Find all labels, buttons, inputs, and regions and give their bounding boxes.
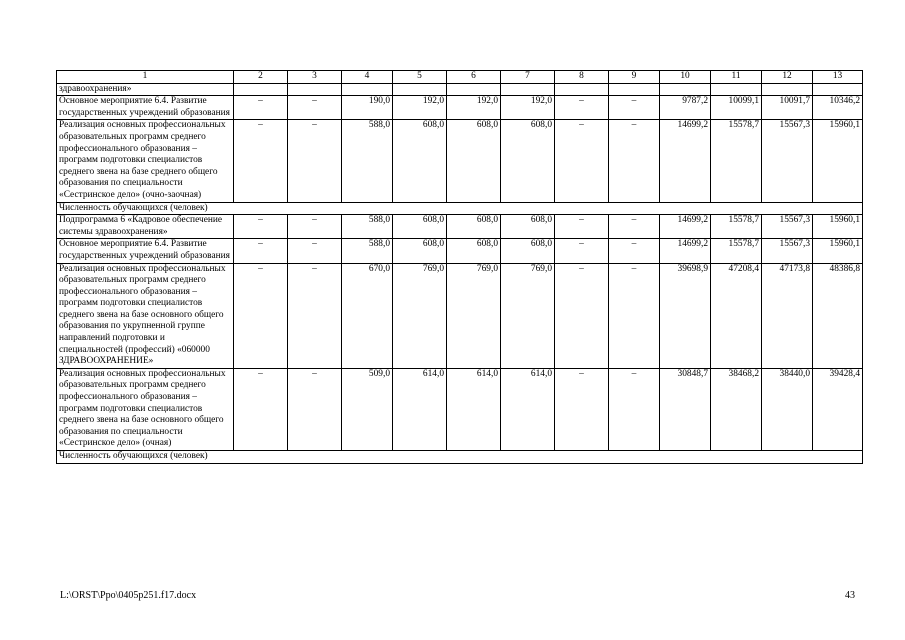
table-cell: 15960,1 — [813, 215, 863, 239]
table-cell: 9787,2 — [660, 96, 711, 120]
table-cell: 608,0 — [501, 120, 555, 202]
table-cell: – — [609, 96, 660, 120]
column-header: 11 — [711, 71, 762, 84]
row-label: здравоохранения» — [57, 83, 234, 96]
table-cell: – — [609, 120, 660, 202]
column-header: 9 — [609, 71, 660, 84]
table-cell: 608,0 — [447, 215, 501, 239]
table-cell: – — [234, 120, 288, 202]
table-cell: 15567,3 — [762, 215, 813, 239]
table-cell: – — [609, 215, 660, 239]
table-cell: 38440,0 — [762, 368, 813, 450]
column-header: 13 — [813, 71, 863, 84]
table-cell: 47208,4 — [711, 263, 762, 368]
table-cell: 614,0 — [447, 368, 501, 450]
file-path: L:\ORST\Ppo\0405p251.f17.docx — [60, 590, 197, 601]
table-cell: 15578,7 — [711, 215, 762, 239]
empty-cell — [555, 83, 609, 96]
table-cell: 30848,7 — [660, 368, 711, 450]
empty-cell — [342, 83, 393, 96]
table-cell: 14699,2 — [660, 120, 711, 202]
table-row — [57, 263, 863, 368]
table-cell: 614,0 — [393, 368, 447, 450]
table-cell: 608,0 — [501, 215, 555, 239]
table-cell: 608,0 — [447, 120, 501, 202]
table-cell: 588,0 — [342, 120, 393, 202]
table-row — [57, 215, 863, 239]
table-cell: 14699,2 — [660, 239, 711, 263]
empty-cell — [609, 83, 660, 96]
row-label: Основное мероприятие 6.4. Развитие государственных учреждений образования — [57, 239, 234, 263]
table-cell: 192,0 — [447, 96, 501, 120]
table-cell: 588,0 — [342, 215, 393, 239]
table-cell: 509,0 — [342, 368, 393, 450]
column-header: 6 — [447, 71, 501, 84]
table-row — [57, 451, 863, 464]
table-row — [57, 83, 863, 96]
table-cell: – — [555, 368, 609, 450]
table-cell: 10099,1 — [711, 96, 762, 120]
column-header: 12 — [762, 71, 813, 84]
header-row — [57, 71, 863, 84]
table-cell: 38468,2 — [711, 368, 762, 450]
table-cell: – — [234, 368, 288, 450]
row-label: Реализация основных профессиональных образовательных программ среднего профессионального образования – программ подготовки специалистов среднего звена на базе среднего общего образования по специальности «Сестринское дело» (очно-заочная) — [57, 120, 234, 202]
column-header: 4 — [342, 71, 393, 84]
table-cell: 608,0 — [447, 239, 501, 263]
empty-cell — [711, 83, 762, 96]
table-cell: – — [288, 215, 342, 239]
table-cell: 608,0 — [501, 239, 555, 263]
table-cell: 588,0 — [342, 239, 393, 263]
table-cell: – — [288, 263, 342, 368]
table-cell: 192,0 — [393, 96, 447, 120]
table-row — [57, 202, 863, 215]
page-number: 43 — [845, 590, 855, 601]
column-header: 8 — [555, 71, 609, 84]
table-cell: – — [555, 239, 609, 263]
table-cell: 48386,8 — [813, 263, 863, 368]
row-label: Подпрограмма 6 «Кадровое обеспечение системы здравоохранения» — [57, 215, 234, 239]
table-cell: 769,0 — [447, 263, 501, 368]
table-cell: 15960,1 — [813, 239, 863, 263]
table-cell: 15578,7 — [711, 120, 762, 202]
budget-table — [56, 70, 863, 464]
table-cell: – — [555, 120, 609, 202]
table-cell: 192,0 — [501, 96, 555, 120]
table-row — [57, 239, 863, 263]
table-cell: 15960,1 — [813, 120, 863, 202]
row-label: Основное мероприятие 6.4. Развитие государственных учреждений образования — [57, 96, 234, 120]
span-row-label: Численность обучающихся (человек) — [57, 451, 863, 464]
empty-cell — [393, 83, 447, 96]
table-cell: – — [555, 215, 609, 239]
table-cell: 608,0 — [393, 215, 447, 239]
table-cell: 15567,3 — [762, 239, 813, 263]
table-cell: 670,0 — [342, 263, 393, 368]
table-row — [57, 96, 863, 120]
table-cell: – — [288, 120, 342, 202]
empty-cell — [813, 83, 863, 96]
table-cell: 769,0 — [501, 263, 555, 368]
table-row — [57, 368, 863, 450]
row-label: Реализация основных профессиональных образовательных программ среднего профессионального образования – программ подготовки специалистов среднего звена на базе основного общего образования по укрупненной группе направлений подготовки и специальностей (профессий) «060000 ЗДРАВООХРАНЕНИЕ» — [57, 263, 234, 368]
table-cell: 14699,2 — [660, 215, 711, 239]
table-cell: – — [234, 96, 288, 120]
table-cell: 769,0 — [393, 263, 447, 368]
span-row-label: Численность обучающихся (человек) — [57, 202, 863, 215]
table-cell: – — [288, 239, 342, 263]
table-cell: – — [609, 263, 660, 368]
table-cell: 39698,9 — [660, 263, 711, 368]
table-cell: – — [288, 96, 342, 120]
empty-cell — [447, 83, 501, 96]
empty-cell — [501, 83, 555, 96]
table-cell: – — [234, 239, 288, 263]
table-cell: – — [555, 96, 609, 120]
row-label: Реализация основных профессиональных образовательных программ среднего профессионального образования – программ подготовки специалистов среднего звена на базе основного общего образования по специальности «Сестринское дело» (очная) — [57, 368, 234, 450]
table-cell: 608,0 — [393, 120, 447, 202]
table-cell: 10091,7 — [762, 96, 813, 120]
empty-cell — [762, 83, 813, 96]
table-cell: 10346,2 — [813, 96, 863, 120]
table-cell: 15567,3 — [762, 120, 813, 202]
table-cell: – — [609, 368, 660, 450]
table-cell: 47173,8 — [762, 263, 813, 368]
table-row — [57, 120, 863, 202]
empty-cell — [234, 83, 288, 96]
column-header: 7 — [501, 71, 555, 84]
table-cell: – — [609, 239, 660, 263]
table-cell: 190,0 — [342, 96, 393, 120]
table-cell: – — [234, 263, 288, 368]
column-header: 10 — [660, 71, 711, 84]
table-cell: – — [234, 215, 288, 239]
table-cell: 614,0 — [501, 368, 555, 450]
table-cell: 15578,7 — [711, 239, 762, 263]
table-cell: 608,0 — [393, 239, 447, 263]
column-header: 2 — [234, 71, 288, 84]
table-cell: – — [555, 263, 609, 368]
column-header: 1 — [57, 71, 234, 84]
table-cell: – — [288, 368, 342, 450]
table-cell: 39428,4 — [813, 368, 863, 450]
empty-cell — [288, 83, 342, 96]
column-header: 5 — [393, 71, 447, 84]
empty-cell — [660, 83, 711, 96]
column-header: 3 — [288, 71, 342, 84]
